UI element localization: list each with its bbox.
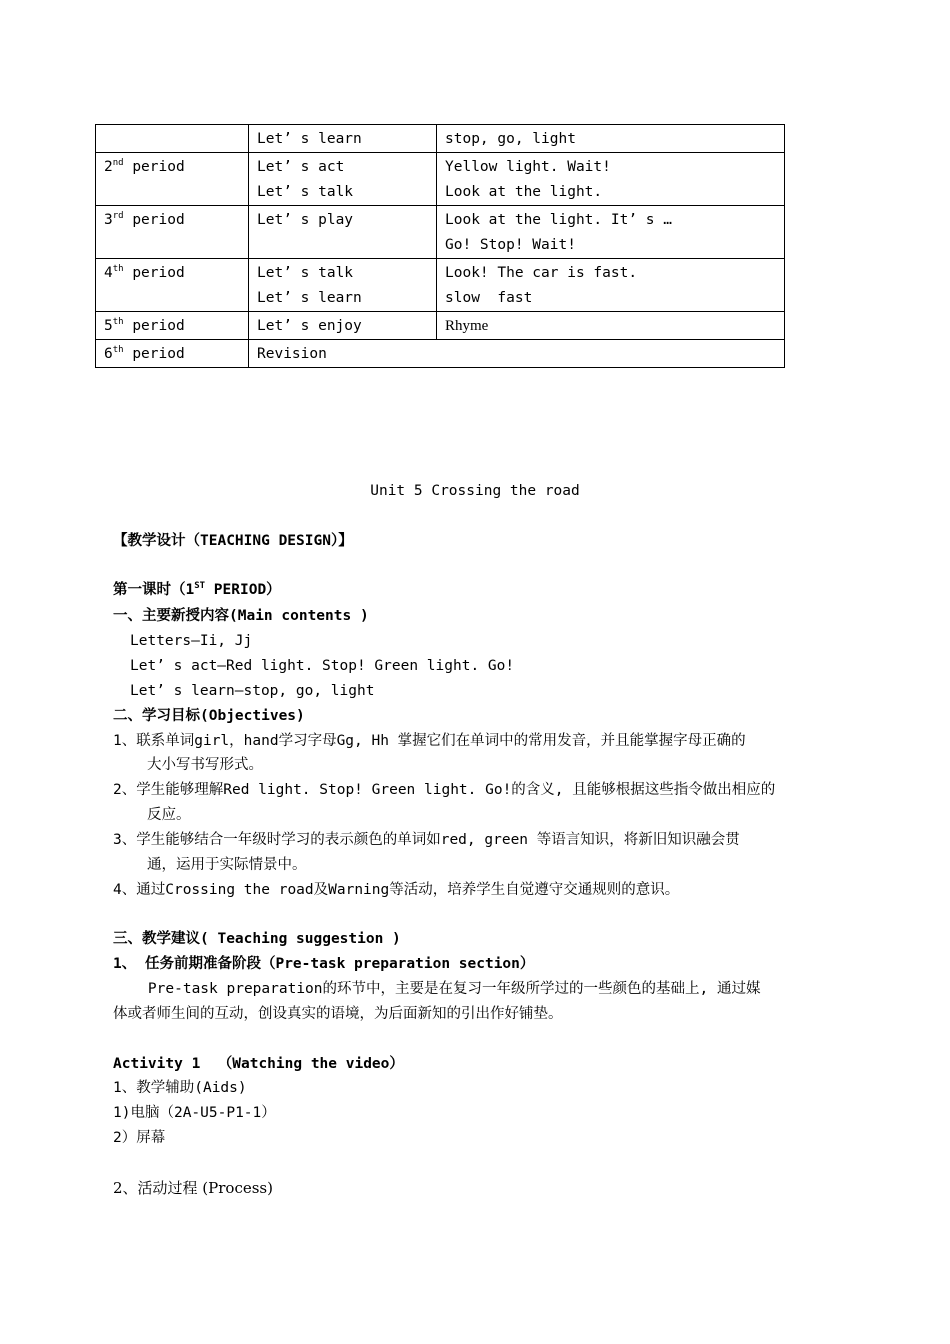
period-word: period (132, 212, 185, 228)
suggestion-heading: 三、教学建议( Teaching suggestion ) (113, 931, 401, 947)
activity-line: Revision (257, 346, 327, 362)
main-contents-heading: 一、主要新授内容(Main contents ) (113, 608, 369, 624)
objective-line: 2、学生能够理解Red light. Stop! Green light. Go!的含义, 且能够根据这些指令做出相应的 (113, 782, 776, 798)
aids-heading: 1、教学辅助(Aids) (113, 1080, 247, 1096)
objectives-heading: 二、学习目标(Objectives) (113, 708, 305, 724)
main-item: Let’ s learn—stop, go, light (130, 683, 375, 699)
period-word: period (132, 159, 185, 175)
schedule-table (95, 124, 785, 368)
activity-cell (249, 259, 437, 312)
period-heading (113, 580, 281, 600)
aids-item: 2）屏幕 (113, 1130, 166, 1146)
period-cell (96, 312, 249, 340)
period-number: 6 (104, 346, 113, 362)
content-cell (437, 125, 785, 153)
period-heading-pre: 第一课时（1 (113, 582, 195, 598)
objective-line: 1、联系单词girl，hand学习字母Gg, Hh 掌握它们在单词中的常用发音，并且能掌握字母正确的 (113, 733, 746, 749)
content-line: stop, go, light (445, 131, 576, 147)
content-line: Look at the light. (445, 184, 603, 200)
period-heading-sup: ST (194, 581, 206, 591)
activity-heading: Activity 1 （Watching the video） (113, 1056, 404, 1072)
period-heading-post: PERIOD） (205, 582, 281, 598)
aids-item: 1)电脑（2A-U5-P1-1） (113, 1105, 276, 1121)
content-cell (437, 206, 785, 259)
objective-cont: 大小写书写形式。 (147, 757, 263, 773)
period-number: 5 (104, 318, 113, 334)
period-ordinal: nd (112, 158, 124, 168)
period-ordinal: rd (112, 211, 124, 221)
period-cell (96, 259, 249, 312)
activity-cell (249, 153, 437, 206)
process-heading: 2、活动过程 (Process) (113, 1179, 273, 1197)
period-word: period (132, 346, 185, 362)
content-line: Rhyme (445, 318, 489, 334)
period-word: period (132, 265, 185, 281)
pretask-paragraph-line: 体或者师生间的互动，创设真实的语境，为后面新知的引出作好铺垫。 (113, 1006, 563, 1022)
activity-cell (249, 125, 437, 153)
period-ordinal: th (112, 317, 124, 327)
period-number: 4 (104, 265, 113, 281)
objective-line: 3、学生能够结合一年级时学习的表示颜色的单词如red, green 等语言知识，将新旧知识融会贯 (113, 832, 740, 848)
schedule-row (96, 206, 785, 259)
period-number: 3 (104, 212, 113, 228)
pretask-heading: 1、 任务前期准备阶段（Pre-task preparation section） (113, 956, 535, 972)
activity-cell (249, 206, 437, 259)
pretask-paragraph-line: Pre-task preparation的环节中，主要是在复习一年级所学过的一些颜色的基础上, 通过媒 (113, 981, 761, 997)
main-item: Letters—Ii, Jj (130, 633, 253, 649)
activity-cell (249, 312, 437, 340)
main-item: Let’ s act—Red light. Stop! Green light. Go! (130, 658, 515, 674)
schedule-row (96, 125, 785, 153)
design-heading: 【教学设计（TEACHING DESIGN）】 (113, 533, 353, 549)
schedule-row (96, 340, 785, 368)
schedule-body (96, 125, 785, 368)
content-line: Look at the light. It’ s … (445, 212, 672, 228)
activity-line: Let’ s learn (257, 131, 362, 147)
period-ordinal: th (112, 345, 124, 355)
objective-cont: 反应。 (147, 807, 191, 823)
period-cell (96, 125, 249, 153)
activity-line: Let’ s talk (257, 184, 354, 200)
content-line: Go! Stop! Wait! (445, 237, 576, 253)
objective-line: 4、通过Crossing the road及Warning等活动，培养学生自觉遵守交通规则的意识。 (113, 882, 680, 898)
activity-line: Let’ s learn (257, 290, 362, 306)
schedule-row (96, 153, 785, 206)
activity-line: Let’ s enjoy (257, 318, 362, 334)
period-number: 2 (104, 159, 113, 175)
period-cell (96, 340, 249, 368)
activity-line: Let’ s talk (257, 265, 354, 281)
unit-title: Unit 5 Crossing the road (370, 483, 580, 499)
objective-cont: 通，运用于实际情景中。 (147, 857, 307, 873)
activity-line: Let’ s act (257, 159, 345, 175)
schedule-row (96, 259, 785, 312)
content-cell (437, 259, 785, 312)
period-word: period (132, 318, 185, 334)
period-ordinal: th (112, 264, 124, 274)
activity-line: Let’ s play (257, 212, 354, 228)
content-line: Look! The car is fast. (445, 265, 638, 281)
content-line: Yellow light. Wait! (445, 159, 611, 175)
period-cell (96, 206, 249, 259)
content-cell (437, 153, 785, 206)
period-cell (96, 153, 249, 206)
content-cell (437, 312, 785, 340)
schedule-row (96, 312, 785, 340)
activity-cell (249, 340, 785, 368)
content-line: slow fast (445, 290, 533, 306)
